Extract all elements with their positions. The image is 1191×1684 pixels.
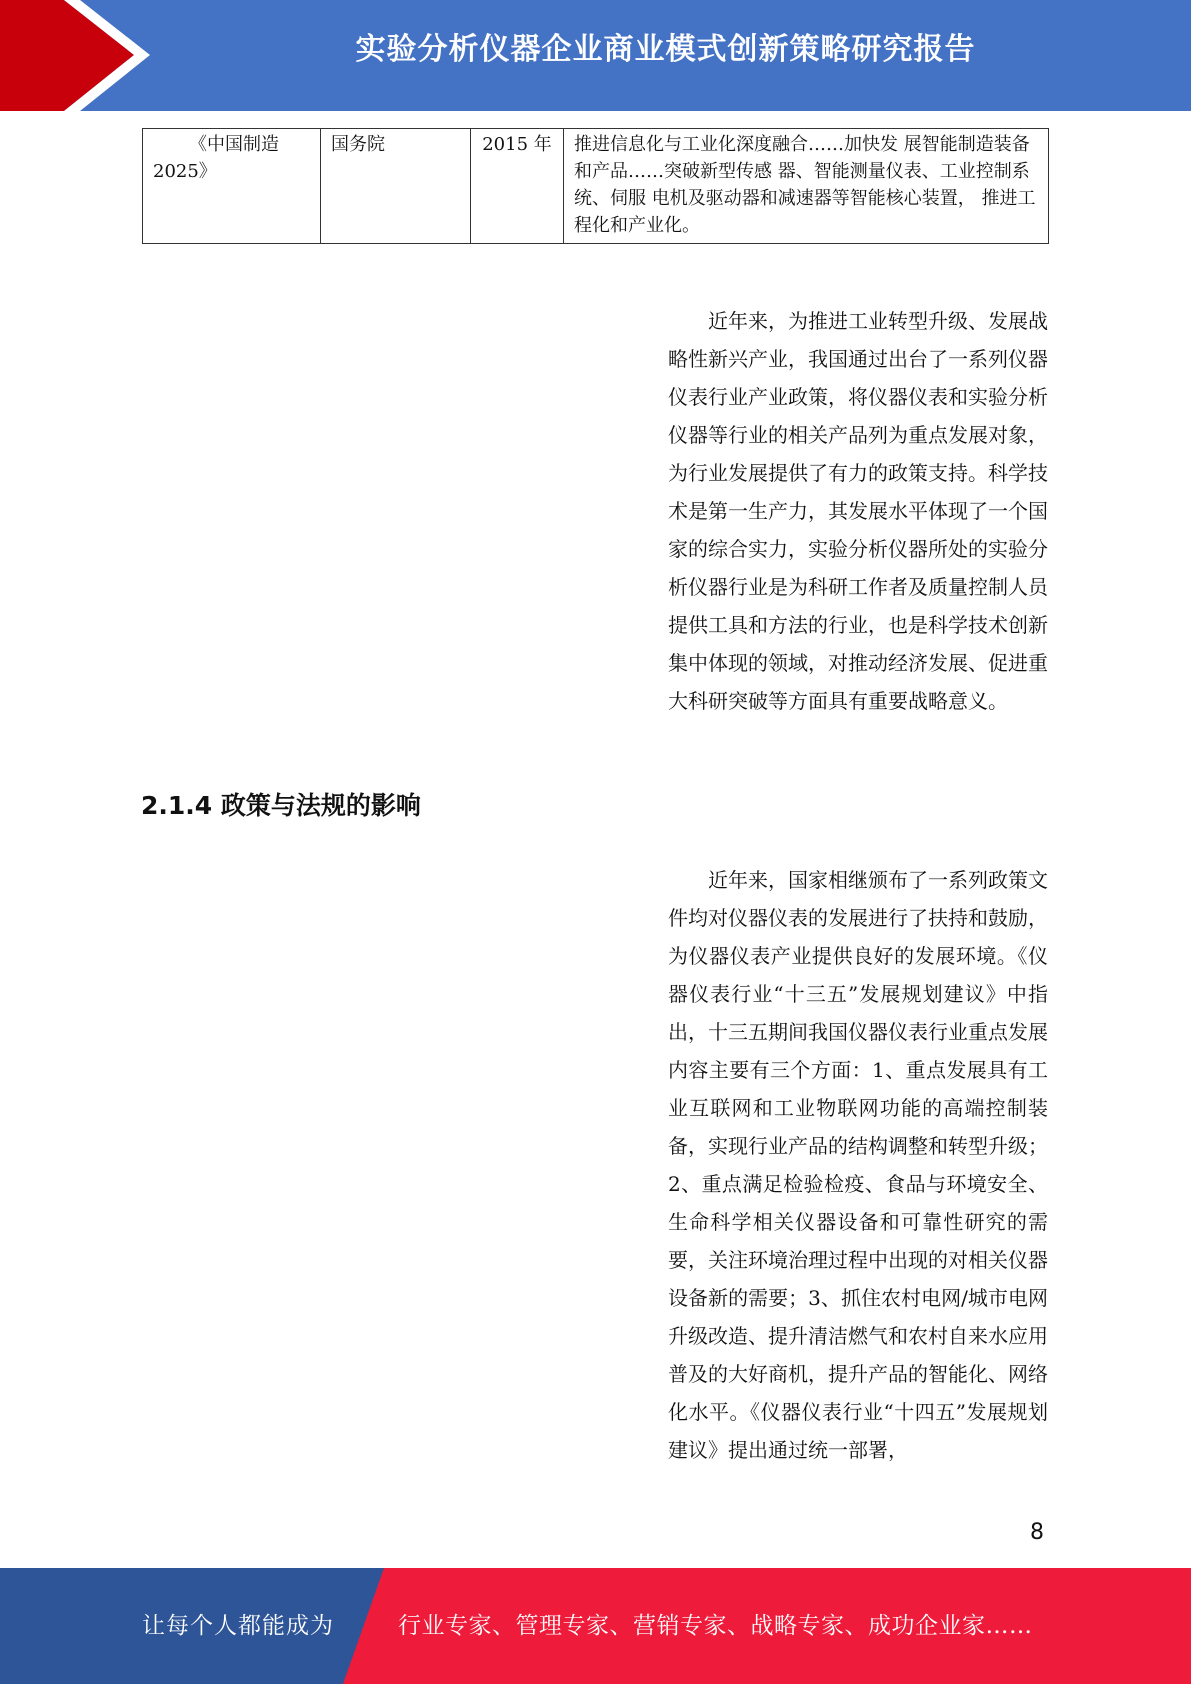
- report-title: 实验分析仪器企业商业模式创新策略研究报告: [355, 32, 976, 67]
- paragraph-policy-regulation: 近年来，国家相继颁布了一系列政策文件均对仪器仪表的发展进行了扶持和鼓励，为仪器仪表产业提供良好的发展环境。《仪器仪表行业“十三五”发展规划建议》中指出，十三五期间我国仪器仪表行业重点发展内容主要有三个方面：1、重点发展具有工业互联网和工业物联网功能的高端控制装备，实现行业产品的结构调整和转型升级；2、重点满足检验检疫、食品与环境安全、生命科学相关仪器设备和可靠性研究的需要，关注环境治理过程中出现的对相关仪器设备新的需要；3、抓住农村电网/城市电网升级改造、提升清洁燃气和农村自来水应用普及的大好商机，提升产品的智能化、网络化水平。《仪器仪表行业“十四五”发展规划建议》提出通过统一部署，: [668, 868, 1048, 1462]
- policy-year: 2015 年: [482, 134, 552, 155]
- page-number: 8: [1030, 1520, 1044, 1545]
- policy-name-cell: [143, 129, 321, 244]
- page-header: [0, 0, 1191, 111]
- table-row: [143, 129, 1049, 244]
- paragraph-industry-policy: 近年来，为推进工业转型升级、发展战略性新兴产业，我国通过出台了一系列仪器仪表行业产业政策，将仪器仪表和实验分析仪器等行业的相关产品列为重点发展对象，为行业发展提供了有力的政策支持。科学技术是第一生产力，其发展水平体现了一个国家的综合实力，实验分析仪器所处的实验分析仪器行业是为科研工作者及质量控制人员提供工具和方法的行业，也是科学技术创新集中体现的领域，对推动经济发展、促进重大科研突破等方面具有重要战略意义。: [668, 309, 1048, 713]
- footer-slogan-left: 让每个人都能成为: [142, 1613, 334, 1639]
- policy-year-cell: [471, 129, 564, 244]
- policy-issuer-cell: [321, 129, 471, 244]
- policy-issuer: 国务院: [331, 134, 385, 155]
- policy-content-cell: [564, 129, 1049, 244]
- policy-content: 推进信息化与工业化深度融合……加快发 展智能制造装备和产品……突破新型传感 器、智能测量仪表、工业控制系统、伺服 电机及驱动器和减速器等智能核心装置， 推进工程化和产业化。: [574, 134, 1036, 236]
- section-heading: 2.1.4 政策与法规的影响: [141, 791, 421, 820]
- footer-slogan-right: 行业专家、管理专家、营销专家、战略专家、成功企业家……: [398, 1613, 1033, 1639]
- page-footer: [0, 1568, 1191, 1684]
- policy-table: [142, 128, 1049, 244]
- header-chevron-decoration: [0, 0, 160, 111]
- policy-name: 《中国制造 2025》: [153, 134, 279, 182]
